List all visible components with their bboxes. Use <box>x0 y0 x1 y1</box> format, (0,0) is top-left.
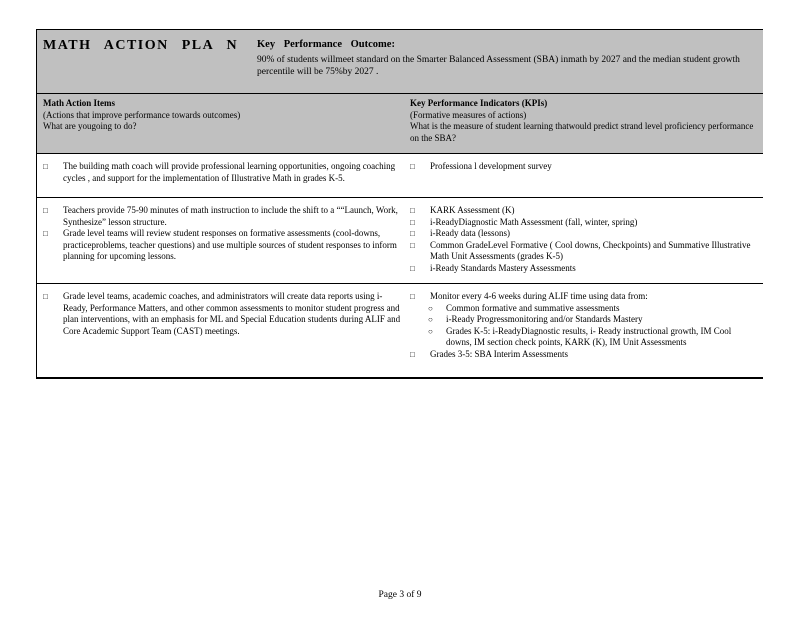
page-number: Page 3 of 9 <box>378 590 422 600</box>
bullet-icon: □ <box>410 349 415 359</box>
left-column-sub2: What are yougoing to do? <box>43 121 137 131</box>
table-header-row <box>37 30 763 94</box>
circle-bullet-icon: ○ <box>428 326 433 336</box>
table-row <box>37 284 763 378</box>
bullet-icon: □ <box>43 229 48 238</box>
list-item: □ i-ReadyDiagnostic Math Assessment (fall, winter, spring) <box>410 216 638 227</box>
right-column-header <box>403 94 763 153</box>
right-column-sub2: What is the measure of student learning thatwould predict strand level proficiency performance on the SBA? <box>410 121 754 143</box>
left-column-title: Math Action Items <box>43 98 115 108</box>
list-item: □ Grade level teams will review student responses on formative assessments (cool-downs, practiceproblems, teacher questions) and use multiple sources of student responses to inform planning for upcoming lessons. <box>43 228 397 261</box>
circle-bullet-icon: ○ <box>428 303 433 313</box>
bullet-icon: □ <box>410 240 415 250</box>
right-column-sub1: (Formative measures of actions) <box>410 109 527 120</box>
list-item: □ Monitor every 4-6 weeks during ALIF time using data from: <box>410 291 648 301</box>
list-item: □ The building math coach will provide professional learning opportunities, ongoing coaching cycles , and support for the implementation of Illustrative Math in grades K-5. <box>43 161 396 183</box>
actions-cell <box>37 154 403 197</box>
list-item: □ KARK Assessment (K) <box>410 205 515 215</box>
kpis-cell <box>403 198 763 283</box>
bullet-icon: □ <box>410 263 415 273</box>
left-column-sub1: (Actions that improve performance towards outcomes) <box>43 109 241 120</box>
actions-cell <box>37 284 403 377</box>
right-column-title: Key Performance Indicators (KPIs) <box>410 98 548 108</box>
list-item: □ Common GradeLevel Formative ( Cool downs, Checkpoints) and Summative Illustrative Math Unit Assessments (grades K-5) <box>410 239 751 261</box>
bullet-icon: □ <box>43 206 48 215</box>
bullet-icon: □ <box>410 229 415 238</box>
bullet-icon: □ <box>410 292 415 301</box>
page-title: MATH ACTION PLA N <box>43 38 239 53</box>
kpo-label: Key Performance Outcome: <box>257 39 395 50</box>
list-item: □ i-Ready data (lessons) <box>410 228 510 238</box>
kpo-text: 90% of students willmeet standard on the Smarter Balanced Assessment (SBA) inmath by 2027 and the median student growth percentile will be 75%by 2027 . <box>257 55 740 77</box>
circle-bullet-icon: ○ <box>428 315 433 324</box>
list-item: □ Teachers provide 75-90 minutes of math instruction to include the shift to a ““Launch, Work, Synthesize” lesson structure. <box>43 205 398 227</box>
list-item: □ i-Ready Standards Mastery Assessments <box>410 262 576 273</box>
key-performance-outcome <box>257 30 763 93</box>
kpis-cell <box>403 284 763 377</box>
sub-list-item: ○ i-Ready Progressmonitoring and/or Standards Mastery <box>428 314 643 324</box>
sub-list-item: ○ Common formative and summative assessments <box>428 302 620 313</box>
list-item: □ Professiona l development survey <box>410 161 552 171</box>
list-item: □ Grade level teams, academic coaches, and administrators will create data reports using i-Ready, Performance Matters, and other common assessments to monitor student progress and plan interventions, with an emphasis for ML and Special Education students during ALIF and Core Academic Support Team (CAST) meetings. <box>43 291 401 336</box>
left-column-header <box>37 94 403 153</box>
actions-cell <box>37 198 403 283</box>
bullet-icon: □ <box>410 217 415 227</box>
bullet-icon: □ <box>410 162 415 171</box>
list-item: □ Grades 3-5: SBA Interim Assessments <box>410 348 568 359</box>
bullet-icon: □ <box>410 206 415 215</box>
bullet-icon: □ <box>43 162 48 171</box>
sub-list-item: ○ Grades K-5: i-ReadyDiagnostic results, i- Ready instructional growth, IM Cool downs, IM section check points, KARK (K), IM Unit Assessments <box>428 325 732 347</box>
table-row <box>37 154 763 198</box>
table-row <box>37 198 763 284</box>
column-header-row <box>37 94 763 154</box>
bullet-icon: □ <box>43 292 48 301</box>
kpis-cell <box>403 154 763 197</box>
action-plan-table <box>36 29 763 379</box>
